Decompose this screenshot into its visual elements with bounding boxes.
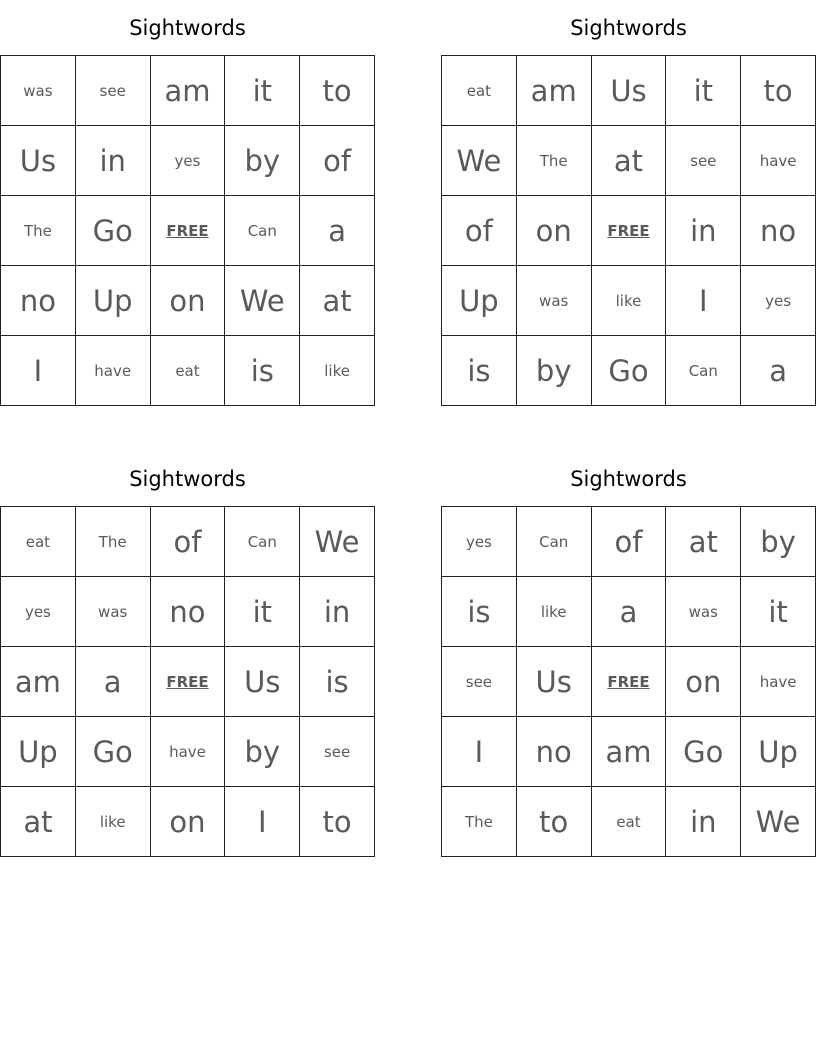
bingo-grid xyxy=(0,55,375,406)
word-cell: a xyxy=(76,647,151,717)
word-cell: like xyxy=(300,336,375,406)
card-title: Sightwords xyxy=(570,467,687,491)
word-cell: at xyxy=(666,507,741,577)
word-cell: Up xyxy=(741,717,816,787)
word-cell: in xyxy=(300,577,375,647)
word-cell: of xyxy=(592,507,667,577)
word-cell: see xyxy=(666,126,741,196)
word-cell: a xyxy=(300,196,375,266)
word-cell: am xyxy=(1,647,76,717)
word-cell: no xyxy=(517,717,592,787)
word-cell: Go xyxy=(76,717,151,787)
free-space-cell: FREE xyxy=(592,196,667,266)
word-cell: of xyxy=(442,196,517,266)
word-cell: see xyxy=(76,56,151,126)
word-cell: was xyxy=(517,266,592,336)
word-cell: I xyxy=(442,717,517,787)
word-cell: Up xyxy=(76,266,151,336)
word-cell: like xyxy=(592,266,667,336)
word-cell: have xyxy=(151,717,226,787)
word-cell: I xyxy=(1,336,76,406)
word-cell: like xyxy=(517,577,592,647)
word-cell: Us xyxy=(225,647,300,717)
word-cell: see xyxy=(442,647,517,717)
word-cell: I xyxy=(225,787,300,857)
card-title: Sightwords xyxy=(129,467,246,491)
word-cell: am xyxy=(151,56,226,126)
word-cell: The xyxy=(76,507,151,577)
word-cell: The xyxy=(1,196,76,266)
word-cell: Up xyxy=(442,266,517,336)
word-cell: to xyxy=(300,56,375,126)
word-cell: yes xyxy=(442,507,517,577)
word-cell: Up xyxy=(1,717,76,787)
word-cell: Us xyxy=(517,647,592,717)
word-cell: was xyxy=(1,56,76,126)
word-cell: is xyxy=(442,336,517,406)
free-space-cell: FREE xyxy=(151,647,226,717)
word-cell: is xyxy=(300,647,375,717)
word-cell: at xyxy=(300,266,375,336)
word-cell: have xyxy=(741,126,816,196)
word-cell: a xyxy=(741,336,816,406)
word-cell: to xyxy=(741,56,816,126)
word-cell: it xyxy=(225,577,300,647)
word-cell: by xyxy=(225,717,300,787)
word-cell: on xyxy=(517,196,592,266)
bingo-grid xyxy=(441,55,816,406)
word-cell: on xyxy=(151,266,226,336)
word-cell: eat xyxy=(442,56,517,126)
free-space-cell: FREE xyxy=(151,196,226,266)
word-cell: eat xyxy=(592,787,667,857)
word-cell: Can xyxy=(225,196,300,266)
word-cell: The xyxy=(442,787,517,857)
word-cell: was xyxy=(76,577,151,647)
word-cell: in xyxy=(666,196,741,266)
word-cell: yes xyxy=(151,126,226,196)
word-cell: We xyxy=(300,507,375,577)
bingo-grid xyxy=(0,506,375,857)
word-cell: no xyxy=(151,577,226,647)
word-cell: see xyxy=(300,717,375,787)
word-cell: I xyxy=(666,266,741,336)
word-cell: was xyxy=(666,577,741,647)
word-cell: am xyxy=(517,56,592,126)
word-cell: to xyxy=(517,787,592,857)
word-cell: We xyxy=(741,787,816,857)
word-cell: of xyxy=(151,507,226,577)
word-cell: We xyxy=(225,266,300,336)
word-cell: at xyxy=(1,787,76,857)
word-cell: Can xyxy=(666,336,741,406)
word-cell: is xyxy=(442,577,517,647)
card-title: Sightwords xyxy=(129,16,246,40)
word-cell: by xyxy=(517,336,592,406)
word-cell: have xyxy=(76,336,151,406)
word-cell: Go xyxy=(76,196,151,266)
word-cell: it xyxy=(741,577,816,647)
card-title: Sightwords xyxy=(570,16,687,40)
word-cell: Us xyxy=(1,126,76,196)
word-cell: yes xyxy=(1,577,76,647)
word-cell: eat xyxy=(151,336,226,406)
word-cell: like xyxy=(76,787,151,857)
word-cell: in xyxy=(76,126,151,196)
word-cell: it xyxy=(225,56,300,126)
word-cell: no xyxy=(741,196,816,266)
word-cell: Go xyxy=(666,717,741,787)
bingo-grid xyxy=(441,506,816,857)
word-cell: a xyxy=(592,577,667,647)
word-cell: Us xyxy=(592,56,667,126)
word-cell: yes xyxy=(741,266,816,336)
word-cell: to xyxy=(300,787,375,857)
free-space-cell: FREE xyxy=(592,647,667,717)
word-cell: Can xyxy=(225,507,300,577)
word-cell: Can xyxy=(517,507,592,577)
word-cell: on xyxy=(151,787,226,857)
word-cell: am xyxy=(592,717,667,787)
word-cell: is xyxy=(225,336,300,406)
word-cell: have xyxy=(741,647,816,717)
word-cell: it xyxy=(666,56,741,126)
word-cell: no xyxy=(1,266,76,336)
word-cell: at xyxy=(592,126,667,196)
word-cell: by xyxy=(741,507,816,577)
word-cell: by xyxy=(225,126,300,196)
word-cell: eat xyxy=(1,507,76,577)
word-cell: Go xyxy=(592,336,667,406)
word-cell: on xyxy=(666,647,741,717)
word-cell: The xyxy=(517,126,592,196)
word-cell: We xyxy=(442,126,517,196)
word-cell: in xyxy=(666,787,741,857)
word-cell: of xyxy=(300,126,375,196)
